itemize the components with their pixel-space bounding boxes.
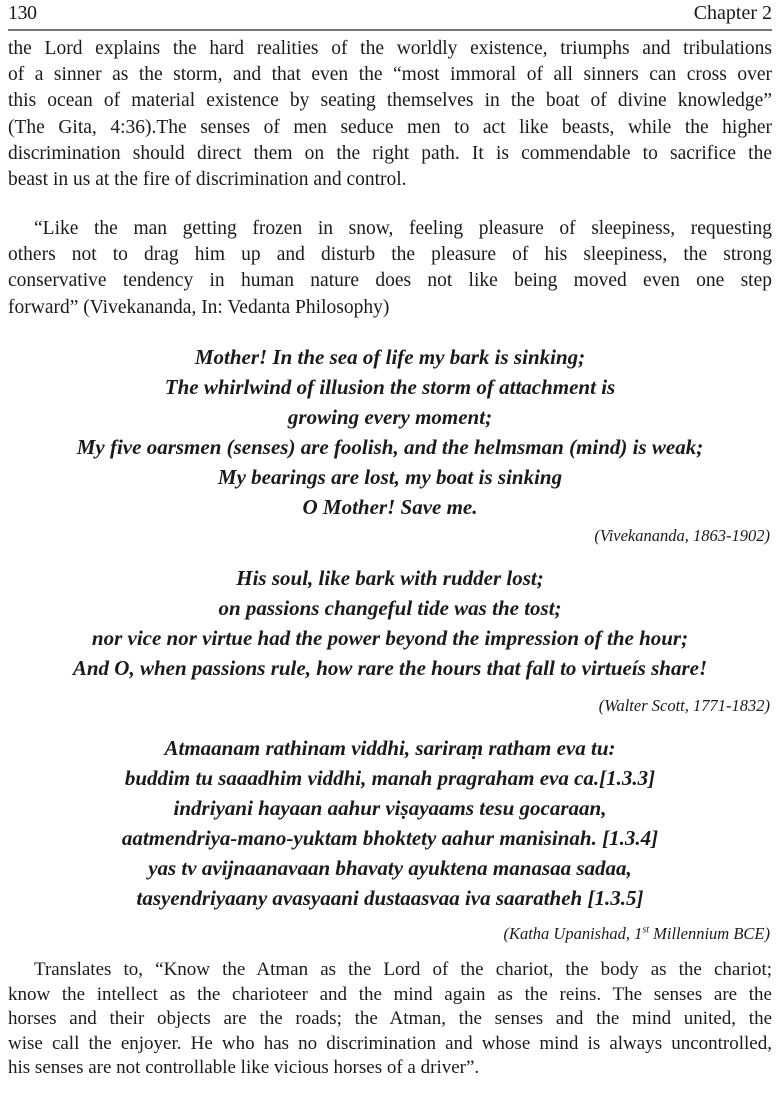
- text-line: wise call the enjoyer. He who has no discrimination and whose mind is always uncontrolled,: [8, 1032, 772, 1054]
- attribution-katha-upanishad: [503, 924, 770, 944]
- text-line: others not to drag him up and disturb the pleasure of his sleepiness, the strong: [8, 244, 772, 266]
- text-line: conservative tendency in human nature does not like being moved even one step: [8, 270, 772, 292]
- verse-line: growing every moment;: [287, 405, 493, 429]
- verse-line: aatmendriya-mano-yuktam bhoktety aahur manisinah. [1.3.4]: [121, 826, 659, 850]
- text-line: Translates to, “Know the Atman as the Lord of the chariot, the body as the chariot;: [34, 959, 772, 980]
- verse-line: O Mother! Save me.: [302, 495, 478, 519]
- verse-katha-upanishad: [0, 733, 780, 913]
- verse-line: His soul, like bark with rudder lost;: [236, 566, 544, 590]
- verse-line: yas tv avijnaanavaan bhavaty ayuktena manasaa sadaa,: [148, 856, 632, 880]
- attribution-walter-scott: (Walter Scott, 1771-1832): [598, 696, 770, 715]
- paragraph-3: [8, 958, 772, 1081]
- text-line: this ocean of material existence by seating themselves in the boat of divine knowledge”: [8, 90, 772, 112]
- text-line: his senses are not controllable like vicious horses of a driver”.: [8, 1057, 480, 1079]
- verse-walter-scott: [0, 563, 780, 683]
- verse-line: buddim tu saaadhim viddhi, manah pragraham eva ca.[1.3.3]: [124, 766, 656, 790]
- verse-line: The whirlwind of illusion the storm of attachment is: [164, 375, 616, 399]
- chapter-title: Chapter 2: [693, 2, 772, 24]
- verse-line: nor vice nor virtue had the power beyond the impression of the hour;: [91, 626, 689, 650]
- verse-line: And O, when passions rule, how rare the hours that fall to virtueís share!: [72, 656, 708, 680]
- verse-line: My five oarsmen (senses) are foolish, and the helmsman (mind) is weak;: [76, 435, 704, 459]
- verse-line: Mother! In the sea of life my bark is sinking;: [194, 345, 586, 369]
- running-header: [8, 2, 772, 28]
- text-line: know the intellect as the charioteer and the mind again as the reins. The senses are the: [8, 983, 772, 1005]
- verse-line: My bearings are lost, my boat is sinking: [217, 465, 563, 489]
- attribution-text: (Katha Upanishad, 1: [503, 924, 643, 943]
- text-line: beast in us at the fire of discrimination and control.: [8, 169, 407, 191]
- attribution-text: Millennium BCE): [649, 924, 770, 943]
- attribution-superscript: st: [642, 924, 650, 936]
- text-line: forward” (Vivekananda, In: Vedanta Philosophy): [8, 296, 390, 318]
- paragraph-1: [8, 36, 772, 193]
- attribution-vivekananda: (Vivekananda, 1863-1902): [594, 526, 770, 545]
- verse-line: on passions changeful tide was the tost;: [218, 596, 562, 620]
- text-line: discrimination should direct them on the right path. It is commendable to sacrifice the: [8, 142, 772, 164]
- page-number: 130: [8, 2, 37, 24]
- text-line: horses and their objects are the roads; the Atman, the senses and the mind united, the: [8, 1008, 772, 1030]
- verse-vivekananda: [0, 342, 780, 522]
- verse-line: tasyendriyaany avasyaani dustaasvaa iva saaratheh [1.3.5]: [136, 886, 644, 910]
- text-line: (The Gita, 4:36).The senses of men seduce men to act like beasts, while the higher: [8, 116, 772, 138]
- verse-line: indriyani hayaan aahur viṣayaams tesu gocaraan,: [173, 796, 607, 820]
- paragraph-2: [8, 216, 772, 321]
- header-rule: [8, 29, 772, 31]
- text-line: the Lord explains the hard realities of the worldly existence, triumphs and tribulations: [8, 38, 772, 59]
- verse-line: Atmaanam rathinam viddhi, sariraṃ ratham eva tu:: [164, 736, 616, 760]
- text-line: “Like the man getting frozen in snow, feeling pleasure of sleepiness, requesting: [34, 218, 772, 239]
- text-line: of a sinner as the storm, and that even the “most immoral of all sinners can cross over: [8, 64, 772, 86]
